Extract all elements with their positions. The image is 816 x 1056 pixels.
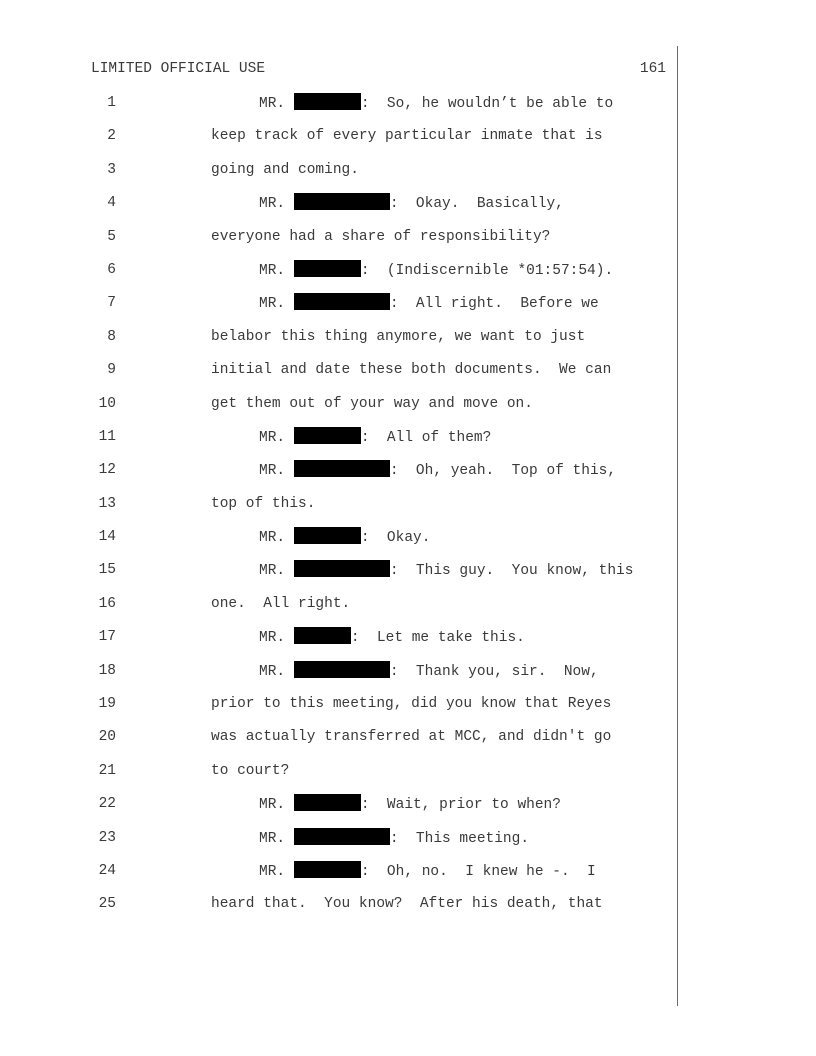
- transcript-body: [0, 93, 816, 928]
- transcript-line: [0, 126, 816, 159]
- speech-text: : Okay.: [360, 530, 431, 547]
- speaker-line: [259, 794, 561, 815]
- redaction-bar: [294, 527, 361, 544]
- transcript-line: [0, 494, 816, 527]
- redaction-bar: [294, 260, 361, 277]
- redaction-bar: [294, 193, 390, 210]
- continuation-text: get them out of your way and move on.: [211, 395, 533, 412]
- line-number: 24: [98, 862, 116, 879]
- speaker-title: MR.: [259, 96, 286, 112]
- speaker-title: MR.: [259, 429, 286, 446]
- speaker-title: MR.: [259, 663, 286, 680]
- speech-text: : So, he wouldn’t be able to: [360, 96, 614, 112]
- line-number: 25: [98, 896, 116, 913]
- continuation-text: keep track of every particular inmate that is: [211, 128, 603, 145]
- transcript-line: [0, 894, 816, 927]
- speech-text: : Let me take this.: [350, 630, 525, 647]
- continuation-text: top of this.: [211, 495, 316, 512]
- speaker-line: [259, 527, 430, 548]
- speech-text: : All of them?: [360, 429, 492, 446]
- redaction-bar: [294, 93, 361, 110]
- continuation-text: going and coming.: [211, 161, 359, 178]
- transcript-line: [0, 627, 816, 660]
- speaker-title: MR.: [259, 463, 286, 480]
- transcript-line: [0, 694, 816, 727]
- transcript-line: [0, 193, 816, 226]
- speaker-line: [259, 828, 529, 849]
- speaker-line: [259, 560, 633, 581]
- line-number: 18: [98, 662, 116, 679]
- redaction-bar: [294, 794, 361, 811]
- transcript-line: [0, 828, 816, 861]
- line-number: 4: [107, 195, 116, 212]
- line-number: 8: [107, 328, 116, 345]
- line-number: 9: [107, 362, 116, 379]
- speaker-title: MR.: [259, 262, 286, 279]
- line-number: 21: [98, 762, 116, 779]
- continuation-text: one. All right.: [211, 595, 351, 612]
- transcript-line: [0, 260, 816, 293]
- line-number: 7: [107, 295, 116, 312]
- transcript-line: [0, 327, 816, 360]
- speech-text: : This meeting.: [389, 830, 530, 847]
- speaker-line: [259, 427, 491, 448]
- transcript-line: [0, 460, 816, 493]
- classification-label: LIMITED OFFICIAL USE: [91, 61, 266, 77]
- speech-text: : Oh, yeah. Top of this,: [389, 463, 617, 480]
- line-number: 12: [98, 462, 116, 479]
- transcript-line: [0, 594, 816, 627]
- speaker-title: MR.: [259, 830, 286, 847]
- line-number: 2: [107, 128, 116, 145]
- page-number: 161: [639, 61, 666, 77]
- redaction-bar: [294, 460, 390, 477]
- transcript-line: [0, 427, 816, 460]
- speaker-title: MR.: [259, 563, 286, 580]
- transcript-line: [0, 794, 816, 827]
- transcript-line: [0, 394, 816, 427]
- speaker-line: [259, 627, 525, 648]
- redaction-bar: [294, 293, 390, 310]
- transcript-line: [0, 527, 816, 560]
- line-number: 23: [98, 829, 116, 846]
- transcript-line: [0, 93, 816, 126]
- speaker-title: MR.: [259, 797, 286, 814]
- line-number: 6: [107, 261, 116, 278]
- transcript-line: [0, 560, 816, 593]
- transcript-line: [0, 761, 816, 794]
- continuation-text: to court?: [211, 762, 290, 779]
- redaction-bar: [294, 627, 351, 644]
- speaker-line: [259, 661, 599, 682]
- line-number: 16: [98, 595, 116, 612]
- redaction-bar: [294, 828, 390, 845]
- line-number: 1: [107, 95, 116, 111]
- speaker-title: MR.: [259, 863, 286, 880]
- line-number: 17: [98, 629, 116, 646]
- line-number: 10: [98, 395, 116, 412]
- continuation-text: initial and date these both documents. We can: [211, 362, 612, 379]
- speech-text: : Thank you, sir. Now,: [389, 663, 599, 680]
- speech-text: : This guy. You know, this: [389, 563, 634, 580]
- line-number: 20: [98, 729, 116, 746]
- continuation-text: prior to this meeting, did you know that Reyes: [211, 696, 612, 713]
- line-number: 15: [98, 562, 116, 579]
- speaker-line: [259, 93, 613, 114]
- speaker-line: [259, 861, 596, 882]
- redaction-bar: [294, 560, 390, 577]
- speech-text: : Wait, prior to when?: [360, 797, 561, 814]
- speaker-title: MR.: [259, 630, 286, 647]
- line-number: 13: [98, 495, 116, 512]
- speaker-title: MR.: [259, 296, 286, 313]
- transcript-line: [0, 360, 816, 393]
- transcript-line: [0, 293, 816, 326]
- line-number: 19: [98, 696, 116, 713]
- speech-text: : All right. Before we: [389, 296, 599, 313]
- speaker-line: [259, 460, 616, 481]
- speaker-line: [259, 260, 613, 281]
- line-number: 11: [98, 428, 116, 445]
- speaker-line: [259, 193, 564, 214]
- speaker-title: MR.: [259, 196, 286, 213]
- continuation-text: everyone had a share of responsibility?: [211, 228, 551, 245]
- line-number: 22: [98, 796, 116, 813]
- continuation-text: belabor this thing anymore, we want to just: [211, 328, 586, 345]
- transcript-line: [0, 861, 816, 894]
- continuation-text: heard that. You know? After his death, that: [211, 896, 603, 913]
- redaction-bar: [294, 661, 390, 678]
- line-number: 14: [98, 529, 116, 546]
- redaction-bar: [294, 861, 361, 878]
- speaker-title: MR.: [259, 530, 286, 547]
- continuation-text: was actually transferred at MCC, and didn't go: [211, 729, 612, 746]
- speech-text: : Okay. Basically,: [389, 196, 564, 213]
- transcript-line: [0, 661, 816, 694]
- transcript-line: [0, 227, 816, 260]
- line-number: 3: [107, 161, 116, 178]
- transcript-line: [0, 160, 816, 193]
- speech-text: : Oh, no. I knew he -. I: [360, 863, 596, 880]
- redaction-bar: [294, 427, 361, 444]
- line-number: 5: [107, 228, 116, 245]
- speaker-line: [259, 293, 599, 314]
- page-header: [91, 61, 666, 81]
- transcript-line: [0, 727, 816, 760]
- speech-text: : (Indiscernible *01:57:54).: [360, 262, 614, 279]
